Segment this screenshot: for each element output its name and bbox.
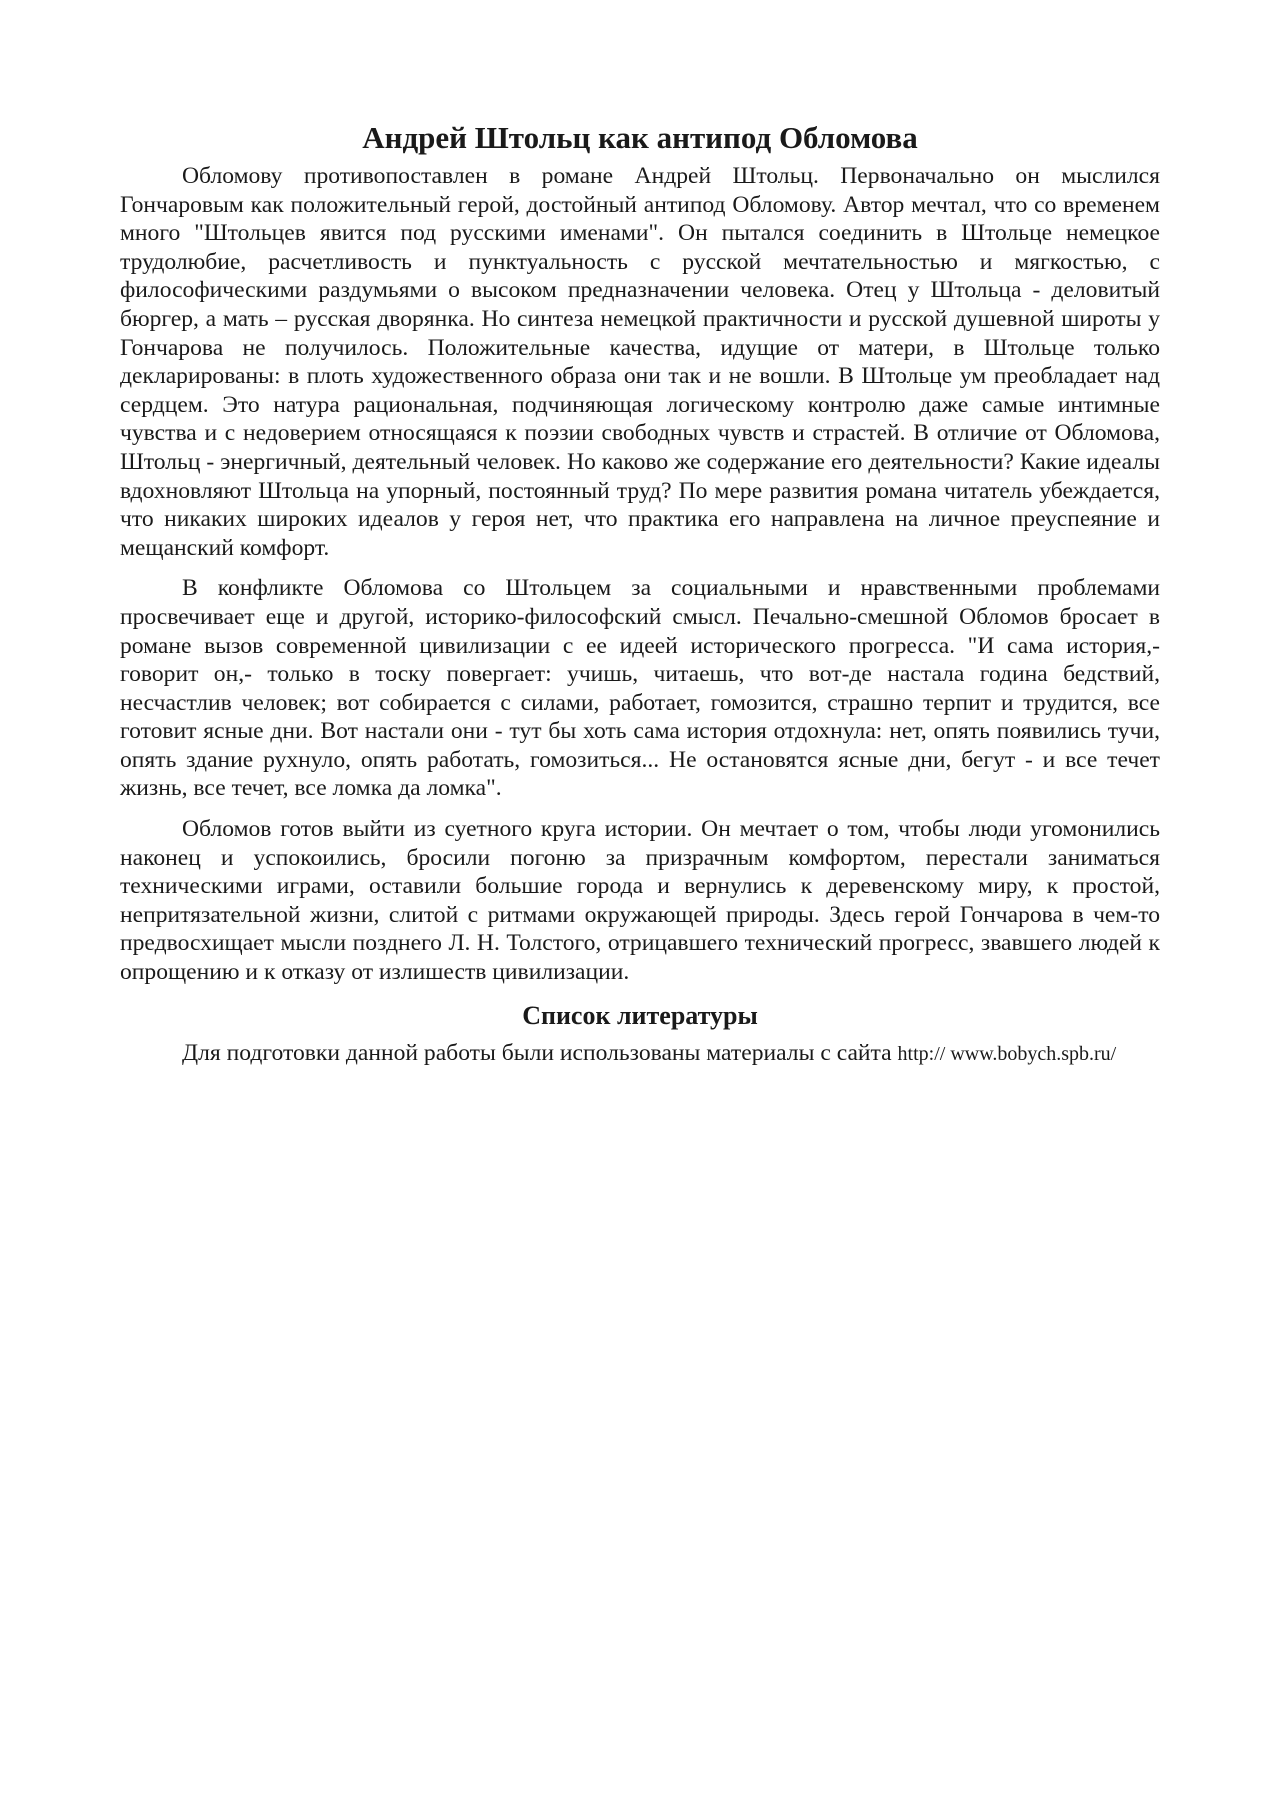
bibliography-text: Для подготовки данной работы были использованы материалы с сайта	[182, 1039, 892, 1066]
document-title: Андрей Штольц как антипод Обломова	[362, 120, 918, 155]
paragraph-3: Обломов готов выйти из суетного круга истории. Он мечтает о том, чтобы люди угомонились наконец и успокоились, бросили погоню за призрачным комфортом, перестали заниматься техническими играми, оставили большие города и вернулись к деревенскому миру, к простой, непритязательной жизни, слитой с ритмами окружающей природы. Здесь герой Гончарова в чем-то предвосхищает мысли позднего Л. Н. Толстого, отрицавшего технический прогресс, звавшего людей к опрощению и к отказу от излишеств цивилизации.	[120, 816, 1160, 986]
paragraph-1: Обломову противопоставлен в романе Андрей Штольц. Первоначально он мыслился Гончаровым как положительный герой, достойный антипод Обломову. Автор мечтал, что со временем много "Штольцев явится под русскими именами". Он пытался соединить в Штольце немецкое трудолюбие, расчетливость и пунктуальность с русской мечтательностью и мягкостью, с философическими раздумьями о высоком предназначении человека. Отец у Штольца - деловитый бюргер, а мать – русская дворянка. Но синтеза немецкой практичности и русской душевной широты у Гончарова не получилось. Положительные качества, идущие от матери, в Штольце только декларированы: в плоть художественного образа они так и не вошли. В Штольце ум преобладает над сердцем. Это натура рациональная, подчиняющая логическому контролю даже самые интимные чувства и с недоверием относящаяся к поэзии свободных чувств и страстей. В отличие от Обломова, Штольц - энергичный, деятельный человек. Но каково же содержание его деятельности? Какие идеалы вдохновляют Штольца на упорный, постоянный труд? По мере развития романа читатель убеждается, что никаких широких идеалов у героя нет, что практика его направлена на личное преуспеяние и мещанский комфорт.	[120, 163, 1160, 561]
bibliography-url: http:// www.bobych.spb.ru/	[897, 1042, 1117, 1065]
bibliography-entry	[120, 1039, 1160, 1069]
paragraph-2: В конфликте Обломова со Штольцем за социальными и нравственными проблемами просвечивает еще и другой, историко-философский смысл. Печально-смешной Обломов бросает в романе вызов современной цивилизации с ее идеей исторического прогресса. "И сама история,- говорит он,- только в тоску повергает: учишь, читаешь, что вот-де настала година бедствий, несчастлив человек; вот собирается с силами, работает, гомозится, страшно терпит и трудится, все готовит ясные дни. Вот настали они - тут бы хоть сама история отдохнула: нет, опять появились тучи, опять здание рухнуло, опять работать, гомозиться... Не остановятся ясные дни, бегут - и все течет жизнь, все течет, все ломка да ломка".	[120, 575, 1160, 802]
document-page	[120, 118, 1160, 1068]
bibliography-heading: Список литературы	[522, 1000, 758, 1030]
